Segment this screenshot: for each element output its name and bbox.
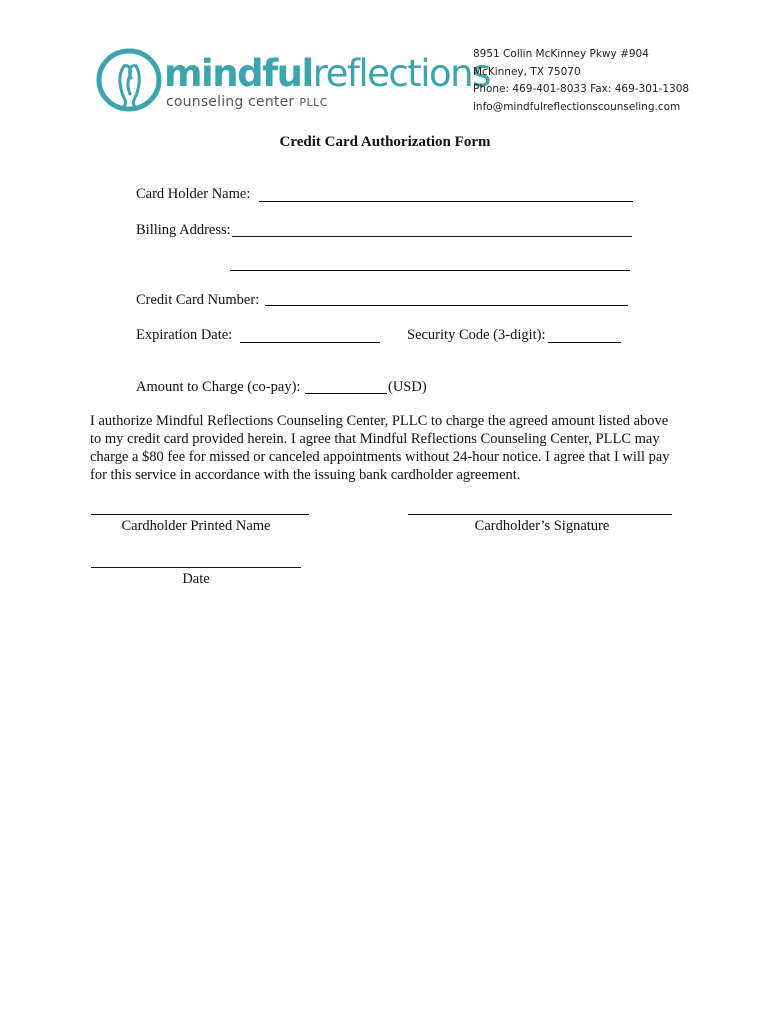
authorization-line: to my credit card provided herein. I agree that Mindful Reflections Counseling Center, PLLC may <box>90 431 660 447</box>
contact-block <box>473 46 689 116</box>
authorization-line: I authorize Mindful Reflections Counseling Center, PLLC to charge the agreed amount listed above <box>90 413 669 429</box>
authorization-line: for this service in accordance with the issuing bank cardholder agreement. <box>90 467 521 483</box>
expiration-date-field[interactable] <box>240 342 380 343</box>
expiration-date-label: Expiration Date: <box>136 327 233 343</box>
printed-name-label: Cardholder Printed Name <box>121 518 271 534</box>
date-label: Date <box>182 571 210 587</box>
credit-card-number-field[interactable] <box>265 305 628 306</box>
security-code-label: Security Code (3-digit): <box>407 327 546 343</box>
card-holder-name-field[interactable] <box>259 201 633 202</box>
amount-unit: (USD) <box>388 379 427 395</box>
billing-address-field-line-1[interactable] <box>232 236 632 237</box>
billing-address-label: Billing Address: <box>136 222 231 238</box>
amount-label: Amount to Charge (co-pay): <box>136 379 301 395</box>
logo-word-bold: mindful <box>164 52 313 95</box>
printed-name-field[interactable] <box>91 514 309 515</box>
authorization-line: charge a $80 fee for missed or canceled appointments without 24-hour notice. I agree that I will pay <box>90 449 670 465</box>
signature-label: Cardholder’s Signature <box>474 518 610 534</box>
logo-subtitle-suffix: PLLC <box>299 96 328 109</box>
contact-address-line-2: McKinney, TX 75070 <box>473 65 581 78</box>
logo-word-regular: reflections <box>312 52 490 95</box>
contact-address-line-1: 8951 Collin McKinney Pkwy #904 <box>473 48 649 60</box>
card-holder-name-label: Card Holder Name: <box>136 186 251 202</box>
form-title: Credit Card Authorization Form <box>279 134 491 150</box>
authorization-paragraph <box>90 412 690 484</box>
billing-address-field-line-2[interactable] <box>230 270 630 271</box>
amount-field[interactable] <box>305 393 387 394</box>
security-code-field[interactable] <box>548 342 621 343</box>
contact-phone-fax: Phone: 469-401-8033 Fax: 469-301-1308 <box>473 83 690 95</box>
logo-subtitle-text: counseling center <box>166 94 295 110</box>
signature-field[interactable] <box>408 514 672 515</box>
date-field[interactable] <box>91 567 301 568</box>
logo-mark-icon <box>94 46 164 118</box>
contact-email[interactable]: info@mindfulreflectionscounseling.com <box>473 100 681 113</box>
credit-card-number-label: Credit Card Number: <box>136 292 260 308</box>
logo-subtitle <box>166 94 328 110</box>
logo-wordmark <box>164 52 490 96</box>
